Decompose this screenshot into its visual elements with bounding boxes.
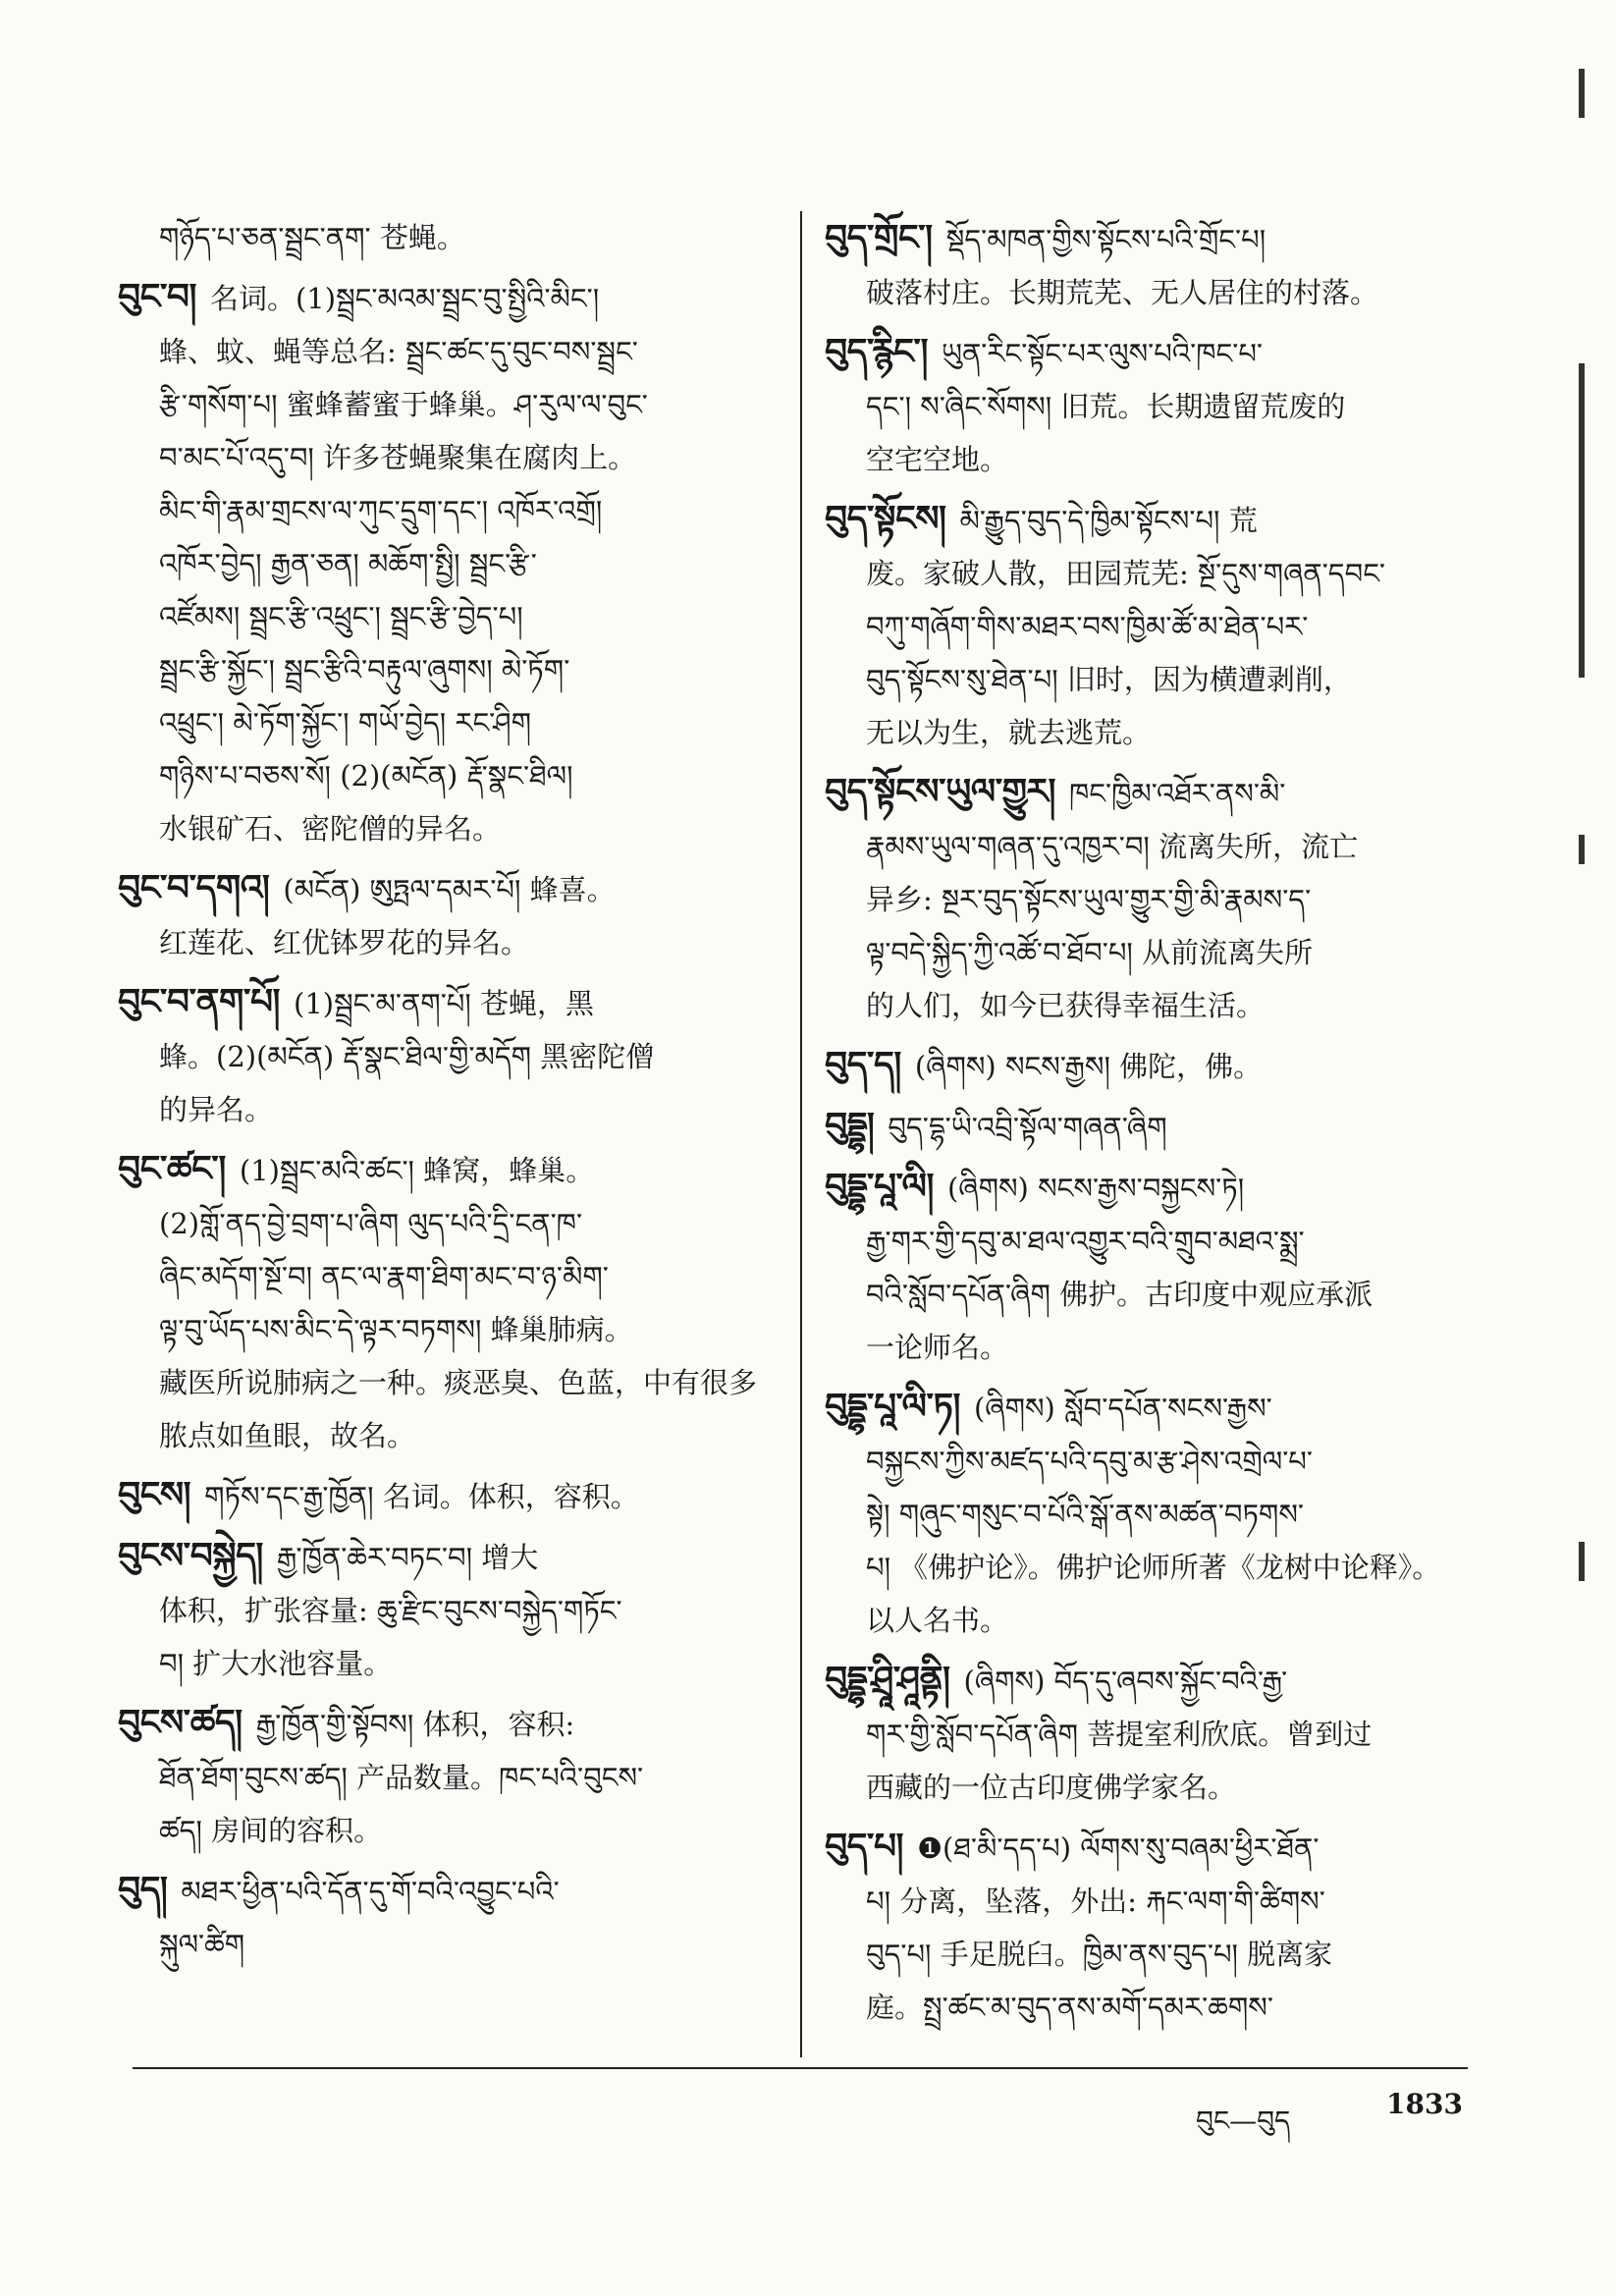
entry-headword: བུང་བ། <box>118 276 196 317</box>
dictionary-entry <box>825 492 1473 759</box>
dictionary-entry <box>118 1468 790 1523</box>
entry-line: ཞིང་མདོག་སྔོ་བ། ནང་ལ་རྣག་ཐིག་མང་བ་ཉ་མིག་ <box>159 1260 609 1293</box>
entry-headword: བུད་ད། <box>825 1044 901 1085</box>
entry-line: 脓点如鱼眼，故名。 <box>159 1419 416 1452</box>
entry-first-line <box>825 325 1473 380</box>
entry-headword: བུངས་ཚད། <box>118 1702 242 1743</box>
entry-line: (1)སྦྲང་མ་ནག་པོ། 苍蝇，黑 <box>294 987 595 1020</box>
entry-line: སྦྲང་རྩི་སྐྱོང་། སྦྲང་རྩིའི་བརྟུལ་ཞུགས། མེ་ཏོག་ <box>159 653 570 686</box>
dictionary-entry <box>825 1038 1473 1093</box>
entry-headword: བུདྡྷ་ཤྲཱི་ཤཱནྟི། <box>825 1659 950 1700</box>
entry-first-line <box>118 1142 790 1197</box>
entry-first-line <box>118 1696 790 1751</box>
entry-line: (ཞིགས) སློབ་དཔོན་སངས་རྒྱས་ <box>973 1392 1272 1425</box>
entry-line: 体积，扩张容量: ཆུ་རྫིང་བུངས་བསྐྱེད་གཏོང་ <box>159 1594 622 1627</box>
entry-line: བསྐྱངས་ཀྱིས་མཛད་པའི་དབུ་མ་རྩ་ཤེས་འགྲེལ་པ་ <box>866 1445 1313 1478</box>
dictionary-entry <box>825 211 1473 319</box>
entry-line: མི་རྒྱུད་བུད་དེ་ཁྱིམ་སྟོངས་པ། 荒 <box>959 504 1258 537</box>
entry-line: 无以为生，就去逃荒。 <box>866 716 1152 749</box>
dictionary-entry <box>118 1863 790 1971</box>
entry-headword: བུངས་བསྐྱེད། <box>118 1535 263 1576</box>
entry-line: (1)སྦྲང་མའི་ཚང་། 蜂窝，蜂巢。 <box>239 1154 595 1187</box>
entry-first-line <box>825 1099 1473 1154</box>
entry-line: བ། 扩大水池容量。 <box>159 1647 393 1680</box>
entry-headword: བུད་རྙིང་། <box>825 331 928 372</box>
footer-rule <box>133 2067 1468 2069</box>
entry-line: 西藏的一位古印度佛学家名。 <box>866 1771 1237 1804</box>
entry-line: པ། 分离，坠落，外出: རྐང་ལག་གི་ཚིགས་ <box>866 1885 1325 1918</box>
entry-line: མཐར་ཕྱིན་པའི་དོན་དུ་གོ་བའི་འབྱུང་པའི་ <box>181 1875 560 1908</box>
dictionary-entry <box>825 1653 1473 1814</box>
entry-headword: བུད་པ། <box>825 1826 904 1867</box>
entry-line: ཡུན་རིང་སྟོང་པར་ལུས་པའི་ཁང་པ་ <box>941 337 1264 370</box>
entry-first-line <box>825 211 1473 266</box>
entry-line: བུད་སྟོངས་སུ་ཐེན་པ། 旧时，因为横遭剥削， <box>866 663 1352 696</box>
entry-line: ལྟ་བདེ་སྐྱིད་ཀྱི་འཚོ་བ་ཐོབ་པ། 从前流离失所 <box>866 936 1314 969</box>
entry-headword: བུད་སྟོངས་ཡུལ་གྱུར། <box>825 771 1055 812</box>
entry-line: རྒྱ་གར་གྱི་དབུ་མ་ཐལ་འགྱུར་བའི་གྲུབ་མཐའ་སྨྲ་ <box>866 1225 1305 1258</box>
entry-headword: བུང་ཚང་། <box>118 1148 226 1189</box>
right-entries <box>825 211 1473 2034</box>
entry-line: གར་གྱི་སློབ་དཔོན་ཞིག 菩提室利欣底。曾到过 <box>866 1718 1373 1751</box>
entry-line: སྐུལ་ཚིག <box>159 1928 245 1961</box>
entry-line: བཀུ་གཞོག་གིས་མཐར་བས་ཁྱིམ་ཚོ་མ་ཐེན་པར་ <box>866 610 1309 643</box>
continuation-entry <box>118 211 790 264</box>
entry-first-line <box>825 765 1473 820</box>
entry-line: འཛོམས། སྦྲང་རྩི་འཕྲུང་། སྦྲང་རྩི་བྱེད་པ། <box>159 600 523 633</box>
entry-first-line <box>118 1863 790 1918</box>
entry-headword: བུང་བ་དགའ། <box>118 867 270 908</box>
entry-headword: བུདྡྷ་པཱ་ལི་ཏ། <box>825 1386 960 1427</box>
entry-line: ཚད། 房间的容积。 <box>159 1814 383 1847</box>
entry-first-line <box>825 1653 1473 1708</box>
entry-line: ཐོན་ཐོག་བུངས་ཚད། 产品数量。ཁང་པའི་བུངས་ <box>159 1761 644 1794</box>
margin-marks <box>1571 69 1600 1601</box>
entry-line: 空宅空地。 <box>866 443 1009 476</box>
entry-line: རྒྱ་ཁྱོན་ཆེར་བཏང་བ། 增大 <box>276 1541 539 1574</box>
entry-first-line <box>118 975 790 1030</box>
dictionary-entry <box>118 1529 790 1690</box>
entry-line: 红莲花、红优钵罗花的异名。 <box>159 926 530 959</box>
entry-line: འཁོར་བྱེད། རྒྱན་ཅན། མཆོག་སྤྱི། སྦྲང་རྩི་ <box>159 547 537 580</box>
entry-headword: བུང་བ་ནག་པོ། <box>118 981 281 1022</box>
entry-line: ❶(ཐ་མི་དད་པ) ལོགས་སུ་བཞམ་ཕྱིར་ཐོན་ <box>917 1831 1320 1865</box>
entry-line: 以人名书。 <box>866 1604 1009 1637</box>
entry-line: དང་། ས་ཞིང་སོགས། 旧荒。长期遗留荒废的 <box>866 390 1346 423</box>
entry-line: འཕྲུང་། མེ་ཏོག་སྐྱོང་། གཡོ་བྱེད། རང་ཤིག <box>159 706 531 739</box>
entry-line: (2)གློ་ནད་བྱེ་བྲག་པ་ཞིག ལུད་པའི་དྲི་ངན་ཁ་ <box>159 1207 583 1240</box>
entry-line: (མངོན) ཨུཏྤལ་དམར་པོ། 蜂喜。 <box>283 873 616 906</box>
right-column <box>825 211 1473 2040</box>
entry-first-line <box>825 1820 1473 1875</box>
entry-line: 蜂。(2)(མངོན) རྡོ་སྣང་ཐིལ་གྱི་མདོག 黑密陀僧 <box>159 1040 655 1073</box>
entry-headword: བུད། <box>118 1869 168 1910</box>
continuation-text: གཉོད་པ་ཅན་སྦྲང་ནག་ 苍蝇。 <box>159 221 465 254</box>
entry-line: བུད་དྷ་ཡི་འབྲི་སྟོལ་གཞན་ཞིག <box>888 1111 1167 1144</box>
entry-line: སྟེ། གཞུང་གསུང་བ་པོའི་སྒོ་ནས་མཚན་བཏགས་ <box>866 1498 1305 1531</box>
entry-line: མིང་གི་རྣམ་གྲངས་ལ་ཀུང་དྲུག་དང་། འཁོར་འགྲོ། <box>159 494 603 527</box>
entry-line: པ། 《佛护论》。佛护论师所著《龙树中论释》。 <box>866 1551 1441 1584</box>
entry-line: 破落村庄。长期荒芜、无人居住的村落。 <box>866 276 1379 309</box>
entry-headword: བུད་གྲོང་། <box>825 217 933 258</box>
entry-line: གཉིས་པ་བཅས་སོ། (2)(མངོན) རྡོ་སྣང་ཐིལ། <box>159 759 573 793</box>
entry-line: 蜂、蚊、蝇等总名: སྦྲང་ཚང་དུ་བུང་བས་སྦྲང་ <box>159 335 638 368</box>
entry-first-line <box>825 1380 1473 1435</box>
entry-first-line <box>825 492 1473 547</box>
entry-line: 的异名。 <box>159 1093 274 1126</box>
entry-line: 藏医所说肺病之一种。痰恶臭、色蓝，中有很多 <box>159 1366 758 1399</box>
entry-line: 一论师名。 <box>866 1331 1009 1364</box>
entry-headword: བུདྡྷ་པཱ་ལི། <box>825 1166 934 1207</box>
entry-headword: བུངས། <box>118 1474 191 1515</box>
entry-line: གཏོས་དང་རྒྱ་ཁྱོན། 名词。体积，容积。 <box>204 1480 639 1513</box>
entry-first-line <box>825 1038 1473 1093</box>
entry-line: བའི་སློབ་དཔོན་ཞིག 佛护。古印度中观应承派 <box>866 1278 1374 1311</box>
dictionary-entry <box>118 270 790 855</box>
entry-first-line <box>118 1529 790 1584</box>
dictionary-entry <box>825 765 1473 1032</box>
dictionary-entry <box>825 325 1473 486</box>
column-divider <box>800 211 802 2057</box>
entry-line: 异乡: སྔར་བུད་སྟོངས་ཡུལ་གྱུར་གྱི་མི་རྣམས་ད་ <box>866 883 1312 916</box>
entry-first-line <box>118 270 790 325</box>
entry-line: 庭。སྤྲ་ཚང་མ་བུད་ནས་མགོ་དམར་ཆགས་ <box>866 1991 1273 2024</box>
entry-line: 废。家破人散，田园荒芜: སྔོ་དུས་གཞན་དབང་ <box>866 557 1386 590</box>
running-head-range: བུང—བུད <box>1196 2105 1291 2137</box>
entry-line: བ་མང་པོ་འདུ་བ། 许多苍蝇聚集在腐肉上。 <box>159 441 637 474</box>
entry-line: རྩི་གསོག་པ། 蜜蜂蓄蜜于蜂巢。ཤ་རུལ་ལ་བུང་ <box>159 388 648 421</box>
entry-line: ལྟ་བུ་ཡོད་པས་མིང་དེ་ལྟར་བཏགས། 蜂巢肺病。 <box>159 1313 633 1346</box>
dictionary-entry <box>825 1160 1473 1374</box>
left-entries <box>118 270 790 1971</box>
entry-line: རྣམས་ཡུལ་གཞན་དུ་འཁྱར་བ། 流离失所，流亡 <box>866 830 1359 863</box>
entry-line: 水银矿石、密陀僧的异名。 <box>159 812 502 846</box>
entry-line: (ཞིགས) བོད་དུ་ཞབས་སྐྱོང་བའི་རྒྱ་ <box>963 1665 1288 1698</box>
entry-line: (ཞིགས) སངས་རྒྱས་བསྐྱངས་ཏེ། <box>946 1172 1245 1205</box>
entry-headword: བུད་སྟོངས། <box>825 498 946 539</box>
entry-line: ཁང་ཁྱིམ་འཐོར་ནས་མི་ <box>1068 777 1286 810</box>
dictionary-entry <box>825 1820 1473 2034</box>
dictionary-entry <box>118 1696 790 1857</box>
dictionary-entry <box>825 1380 1473 1647</box>
page-number: 1833 <box>1386 2088 1463 2120</box>
dictionary-entry <box>118 861 790 969</box>
entry-line: (ཞིགས) སངས་རྒྱས། 佛陀，佛。 <box>914 1050 1263 1083</box>
entry-line: བུད་པ། 手足脱臼。ཁྱིམ་ནས་བུད་པ། 脱离家 <box>866 1938 1333 1971</box>
entry-first-line <box>118 1468 790 1523</box>
dictionary-entry <box>118 975 790 1136</box>
entry-line: རྒྱ་ཁྱོན་གྱི་སྟོབས། 体积，容积: <box>255 1708 575 1741</box>
dictionary-entry <box>825 1099 1473 1154</box>
dictionary-entry <box>118 1142 790 1462</box>
entry-first-line <box>825 1160 1473 1215</box>
entry-line: སྡོད་མཁན་གྱིས་སྟོངས་པའི་གྲོང་པ། <box>945 223 1266 256</box>
entry-line: 名词。(1)སྦྲང་མའམ་སྦྲང་བུ་སྤྱིའི་མིང་། <box>209 282 600 315</box>
entry-headword: བུདྡྷ། <box>825 1105 875 1146</box>
entry-first-line <box>118 861 790 916</box>
left-column <box>118 211 790 1977</box>
entry-line: 的人们，如今已获得幸福生活。 <box>866 989 1266 1022</box>
